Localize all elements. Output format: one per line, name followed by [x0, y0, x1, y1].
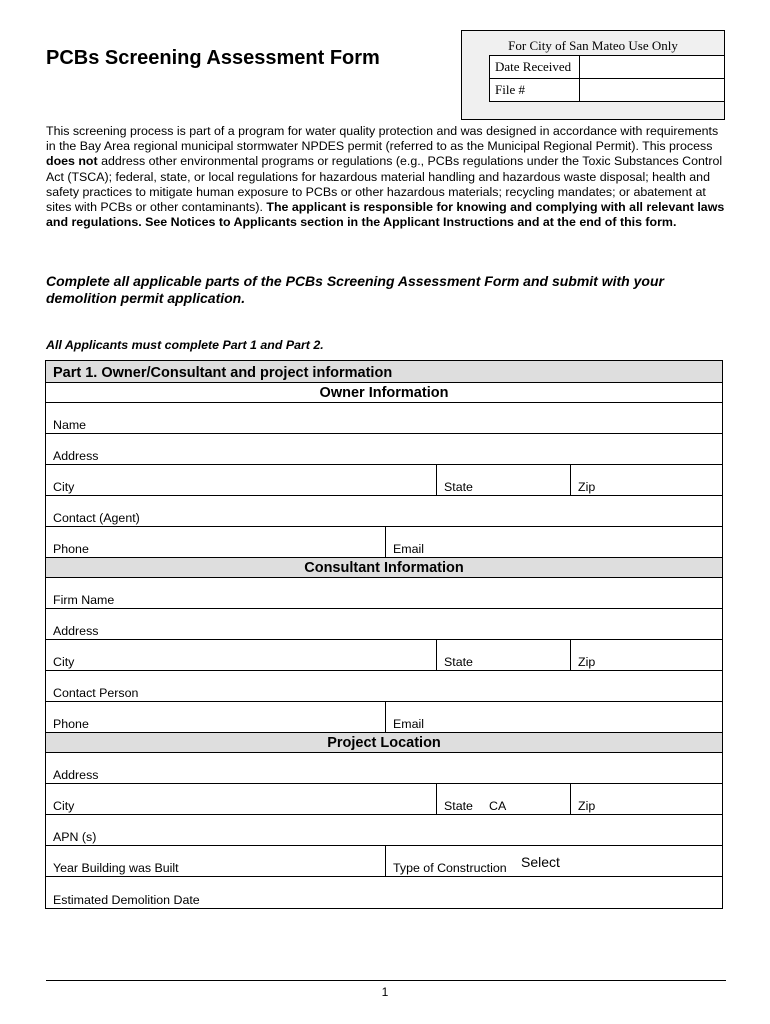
- office-use-box: [461, 30, 725, 120]
- project-zip-label: Zip: [578, 799, 596, 813]
- file-number-label: File #: [490, 79, 580, 102]
- consultant-contact-field[interactable]: [46, 671, 722, 702]
- intro-text-1: This screening process is part of a program for water quality protection and was designed in accordance with requirements in the Bay Area regional municipal stormwater NPDES permit (referred to as the Municipal Regional Permit). This process: [46, 124, 719, 154]
- year-built-label: Year Building was Built: [53, 861, 179, 875]
- project-address-label: Address: [53, 768, 99, 782]
- owner-contact-label: Contact (Agent): [53, 511, 140, 525]
- consultant-zip-field[interactable]: [570, 640, 722, 670]
- owner-address-field[interactable]: [46, 434, 722, 465]
- consultant-firm-field[interactable]: [46, 578, 722, 609]
- owner-email-label: Email: [393, 542, 424, 556]
- applicants-must-note: All Applicants must complete Part 1 and Part 2.: [46, 338, 324, 352]
- project-apn-field[interactable]: [46, 815, 722, 846]
- consultant-city-row: [46, 640, 722, 671]
- consultant-state-field[interactable]: [436, 640, 570, 670]
- owner-state-field[interactable]: [436, 465, 570, 495]
- consultant-contact-label: Contact Person: [53, 686, 139, 700]
- project-state-value: CA: [489, 799, 507, 813]
- demolition-date-field[interactable]: [46, 877, 722, 908]
- owner-contact-field[interactable]: [46, 496, 722, 527]
- owner-phone-label: Phone: [53, 542, 89, 556]
- owner-zip-label: Zip: [578, 480, 596, 494]
- consultant-address-label: Address: [53, 624, 99, 638]
- owner-address-label: Address: [53, 449, 99, 463]
- intro-text-2: address other environmental programs or regulations (e.g., PCBs regulations under the Toxic Substances Control Act (TSCA); federal, state, or local regulations for hazardous material handling and hazardous waste disposal; health and safety practices to mitigate human exposure to PCBs or other hazardous materials; recycling mandates; or abatement at sites with PCBs or other contaminants).: [46, 154, 723, 215]
- owner-city-row: [46, 465, 722, 496]
- project-state-field[interactable]: [436, 784, 570, 814]
- consultant-state-label: State: [444, 655, 473, 669]
- footer-divider: [46, 980, 726, 981]
- consultant-address-field[interactable]: [46, 609, 722, 640]
- year-built-field[interactable]: [46, 846, 385, 876]
- file-number-field[interactable]: [580, 79, 725, 102]
- intro-bold-1: does not: [46, 154, 98, 169]
- intro-bold-2: The applicant is responsible for knowing and complying with all relevant laws and regulations. See Notices to Applicants section in the Applicant Instructions and at the end of this form.: [46, 200, 725, 230]
- owner-zip-field[interactable]: [570, 465, 722, 495]
- consultant-city-field[interactable]: [46, 640, 436, 670]
- project-city-row: [46, 784, 722, 815]
- project-address-field[interactable]: [46, 753, 722, 784]
- construction-type-label: Type of Construction: [393, 861, 507, 875]
- office-use-heading: For City of San Mateo Use Only: [508, 38, 678, 53]
- consultant-phone-row: [46, 702, 722, 733]
- project-zip-field[interactable]: [570, 784, 722, 814]
- consultant-zip-label: Zip: [578, 655, 596, 669]
- consultant-firm-label: Firm Name: [53, 593, 115, 607]
- owner-section-heading: Owner Information: [46, 383, 722, 403]
- owner-state-label: State: [444, 480, 473, 494]
- intro-paragraph: [46, 124, 726, 230]
- consultant-email-label: Email: [393, 717, 424, 731]
- demolition-date-label: Estimated Demolition Date: [53, 893, 200, 907]
- consultant-section-heading: Consultant Information: [46, 558, 722, 578]
- project-apn-label: APN (s): [53, 830, 97, 844]
- owner-phone-field[interactable]: [46, 527, 385, 557]
- construction-type-field: [385, 846, 722, 876]
- lead-instruction: Complete all applicable parts of the PCBs Screening Assessment Form and submit with your demolition permit application.: [46, 273, 664, 306]
- page-number: 1: [381, 985, 389, 999]
- project-city-label: City: [53, 799, 75, 813]
- construction-type-select[interactable]: Select: [521, 854, 560, 870]
- date-received-field[interactable]: [580, 56, 725, 79]
- owner-email-field[interactable]: [385, 527, 722, 557]
- project-state-label: State: [444, 799, 473, 813]
- consultant-email-field[interactable]: [385, 702, 722, 732]
- project-city-field[interactable]: [46, 784, 436, 814]
- page-title: PCBs Screening Assessment Form: [46, 47, 380, 69]
- owner-name-field[interactable]: [46, 403, 722, 434]
- owner-phone-row: [46, 527, 722, 558]
- consultant-phone-label: Phone: [53, 717, 89, 731]
- owner-city-field[interactable]: [46, 465, 436, 495]
- consultant-city-label: City: [53, 655, 75, 669]
- project-year-row: [46, 846, 722, 877]
- office-use-table: [489, 55, 725, 102]
- part1-heading: Part 1. Owner/Consultant and project information: [46, 361, 722, 383]
- project-section-heading: Project Location: [46, 733, 722, 753]
- consultant-phone-field[interactable]: [46, 702, 385, 732]
- part1-form: [45, 360, 723, 909]
- owner-name-label: Name: [53, 418, 87, 432]
- date-received-label: Date Received: [490, 56, 580, 79]
- owner-city-label: City: [53, 480, 75, 494]
